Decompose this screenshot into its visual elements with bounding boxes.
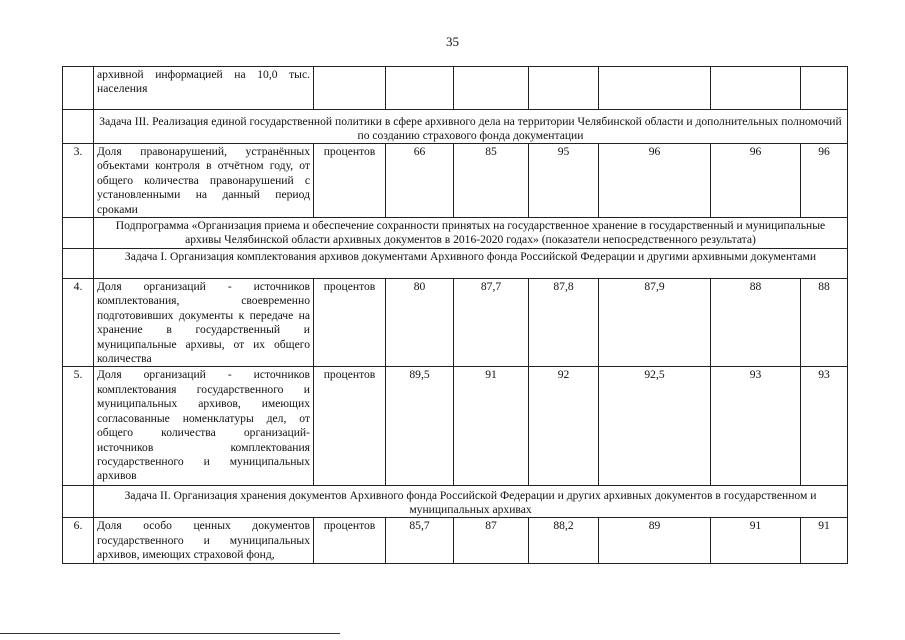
value-cell: 92,5 bbox=[599, 367, 711, 486]
indicators-table bbox=[62, 66, 848, 564]
value-cell: 93 bbox=[711, 367, 801, 486]
row-number-cell bbox=[63, 486, 94, 518]
value-cell: 96 bbox=[711, 144, 801, 218]
value-cell: 92 bbox=[529, 367, 599, 486]
indicator-cell: Доля правонарушений, устранённых объектами контроля в отчётном году, от общего количества правонарушений с установленными на данный период сроками bbox=[94, 144, 314, 218]
value-cell: 88,2 bbox=[529, 518, 599, 564]
value-cell: 96 bbox=[599, 144, 711, 218]
subprogram-row bbox=[63, 218, 848, 249]
unit-cell: процентов bbox=[314, 518, 386, 564]
value-cell: 88 bbox=[801, 279, 848, 367]
section-row-task3 bbox=[63, 110, 848, 144]
subprogram-heading: Подпрограмма «Организация приема и обеспечение сохранности принятых на государственное хранение в государственный и муниципальные архивы Челябинской области архивных документов в 2016-2020 годах» (показатели непосредственного результата) bbox=[94, 218, 848, 249]
unit-cell: процентов bbox=[314, 279, 386, 367]
value-cell: 66 bbox=[386, 144, 454, 218]
unit-cell: процентов bbox=[314, 144, 386, 218]
value-cell: 96 bbox=[801, 144, 848, 218]
value-cell: 95 bbox=[529, 144, 599, 218]
value-cell: 85 bbox=[454, 144, 529, 218]
value-cell: 87 bbox=[454, 518, 529, 564]
value-cell: 87,9 bbox=[599, 279, 711, 367]
value-cell: 88 bbox=[711, 279, 801, 367]
table-row-continued bbox=[63, 67, 848, 110]
section-row-task1 bbox=[63, 249, 848, 279]
indicator-cell: Доля особо ценных документов государственного и муниципальных архивов, имеющих страховой фонд, bbox=[94, 518, 314, 564]
value-cell bbox=[801, 67, 848, 110]
section-heading: Задача III. Реализация единой государственной политики в сфере архивного дела на территории Челябинской области и дополнительных полномочий по созданию страхового фонда документации bbox=[94, 110, 848, 144]
section-heading: Задача I. Организация комплектования архивов документами Архивного фонда Российской Федерации и другими архивными документами bbox=[94, 249, 848, 279]
value-cell: 87,8 bbox=[529, 279, 599, 367]
table-row-6 bbox=[63, 518, 848, 564]
section-row-task2 bbox=[63, 486, 848, 518]
row-number-cell bbox=[63, 218, 94, 249]
value-cell: 85,7 bbox=[386, 518, 454, 564]
value-cell: 80 bbox=[386, 279, 454, 367]
value-cell bbox=[454, 67, 529, 110]
value-cell bbox=[386, 67, 454, 110]
table-row-3 bbox=[63, 144, 848, 218]
footer-rule bbox=[0, 633, 340, 634]
value-cell bbox=[599, 67, 711, 110]
indicator-cell: Доля организаций - источников комплектования, своевременно подготовивших документы к передаче на хранение в государственный и муниципальные архивы, от их общего количества bbox=[94, 279, 314, 367]
unit-cell bbox=[314, 67, 386, 110]
unit-cell: процентов bbox=[314, 367, 386, 486]
value-cell: 93 bbox=[801, 367, 848, 486]
value-cell bbox=[711, 67, 801, 110]
row-number-cell: 3. bbox=[63, 144, 94, 218]
value-cell: 87,7 bbox=[454, 279, 529, 367]
value-cell bbox=[529, 67, 599, 110]
value-cell: 91 bbox=[454, 367, 529, 486]
table-row-5 bbox=[63, 367, 848, 486]
value-cell: 91 bbox=[801, 518, 848, 564]
value-cell: 89,5 bbox=[386, 367, 454, 486]
row-number-cell bbox=[63, 249, 94, 279]
page-number: 35 bbox=[446, 34, 459, 49]
row-number-cell bbox=[63, 67, 94, 110]
value-cell: 89 bbox=[599, 518, 711, 564]
row-number-cell: 5. bbox=[63, 367, 94, 486]
indicator-cell: архивной информацией на 10,0 тыс. населения bbox=[94, 67, 314, 110]
section-heading: Задача II. Организация хранения документов Архивного фонда Российской Федерации и других архивных документов в государственном и муниципальных архивах bbox=[94, 486, 848, 518]
indicator-cell: Доля организаций - источников комплектования государственного и муниципальных архивов, имеющих согласованные номенклатуры дел, от общего количества организаций-источников комплектования государственного и муниципальных архивов bbox=[94, 367, 314, 486]
table-row-4 bbox=[63, 279, 848, 367]
row-number-cell: 6. bbox=[63, 518, 94, 564]
row-number-cell bbox=[63, 110, 94, 144]
value-cell: 91 bbox=[711, 518, 801, 564]
row-number-cell: 4. bbox=[63, 279, 94, 367]
